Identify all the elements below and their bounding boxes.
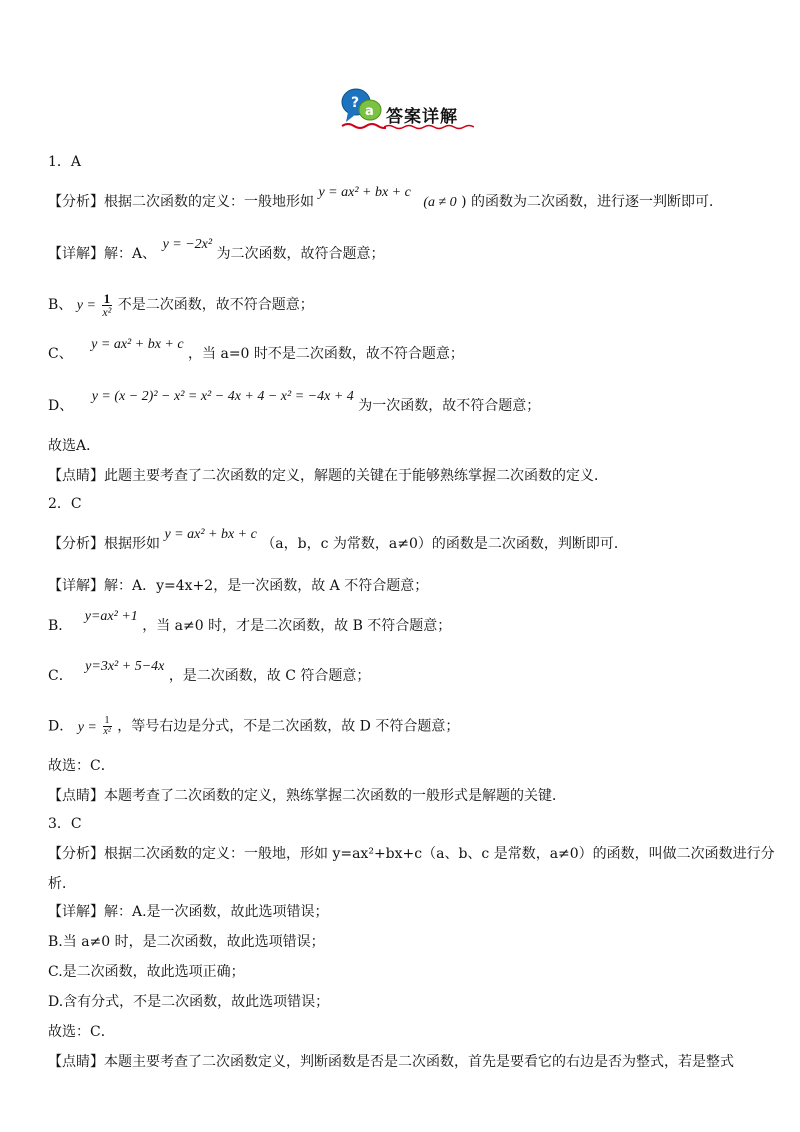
q3-detail-d: D.含有分式，不是二次函数，故此选项错误； <box>48 994 330 1010</box>
q1-detail-b-text: 不是二次函数，故不符合题意； <box>117 297 314 313</box>
q1-detail-a <box>48 237 760 265</box>
q1-detail-d-label: D、 <box>48 398 74 414</box>
q3-choice: 故选：C． <box>48 1024 115 1040</box>
q1-detail-a-formula: y = −2x² <box>162 237 213 252</box>
q1-detail-a-text: 为二次函数，故符合题意； <box>216 246 385 262</box>
answer-title-block <box>338 84 478 134</box>
q2-fraction-denominator: x² <box>103 726 111 737</box>
logo-letter: a <box>365 104 374 119</box>
q1-analysis-formula: y = ax² + bx + c <box>318 185 411 200</box>
q2-detail-c <box>48 659 760 687</box>
q1-detail-b-y: y = <box>76 298 96 313</box>
q3-detail-b: B.当 a≠0 时，是二次函数，故此选项错误； <box>48 934 325 950</box>
q1-detail-c-formula: y = ax² + bx + c <box>91 337 184 352</box>
q1-comment: 【点睛】此题主要考查了二次函数的定义，解题的关键在于能够熟练掌握二次函数的定义． <box>48 468 608 484</box>
answer-logo-icon <box>338 84 386 130</box>
q1-detail-b-fraction <box>100 292 113 318</box>
q1-detail-d-formula: y = (x − 2)² − x² = x² − 4x + 4 − x² = −4x + 4 <box>91 389 354 404</box>
q2-analysis-text: 【分析】根据形如 <box>48 536 160 552</box>
q1-detail-d-text: 为一次函数，故不符合题意； <box>358 398 541 414</box>
q2-analysis-tail: （a，b，c 为常数，a≠0）的函数是二次函数，判断即可． <box>261 536 628 552</box>
q2-detail-b <box>48 609 760 637</box>
q2-detail-d-y: y = <box>77 719 97 735</box>
q1-analysis-text: 【分析】根据二次函数的定义：一般地形如 <box>48 194 314 210</box>
q2-detail-c-formula: y=3x² + 5−4x <box>85 659 165 674</box>
q2-comment: 【点睛】本题考查了二次函数的定义，熟练掌握二次函数的一般形式是解题的关键． <box>48 788 566 804</box>
q2-detail-d <box>48 716 760 738</box>
q3-detail-a: 【详解】解：A.是一次函数，故此选项错误； <box>48 904 329 920</box>
q2-detail-d-fraction <box>101 716 112 737</box>
q1-detail-c-label: C、 <box>48 346 73 362</box>
q3-analysis-line2: 析． <box>48 876 76 892</box>
q1-detail-b <box>48 292 760 318</box>
q1-answer: 1．A <box>48 154 82 170</box>
q2-detail-b-text: ，当 a≠0 时，才是二次函数，故 B 不符合题意； <box>142 618 452 634</box>
q2-detail-c-label: C． <box>48 668 73 684</box>
q2-answer: 2．C <box>48 496 82 512</box>
q1-analysis-condition: (a ≠ 0 <box>423 195 457 210</box>
page-title: 答案详解 <box>386 107 458 127</box>
q2-detail-d-label: D． <box>48 718 74 735</box>
q2-detail-b-label: B． <box>48 618 73 634</box>
q2-choice: 故选：C． <box>48 758 115 774</box>
q3-detail-c: C.是二次函数，故此选项正确； <box>48 964 245 980</box>
q1-detail-d <box>48 389 760 417</box>
title-underline-wave <box>384 124 474 130</box>
q1-choice: 故选A． <box>48 438 101 454</box>
q1-fraction-numerator: 1 <box>103 291 111 306</box>
q2-detail-d-text: ，等号右边是分式，不是二次函数，故 D 不符合题意； <box>117 718 460 735</box>
q2-analysis-formula: y = ax² + bx + c <box>164 527 257 542</box>
q2-fraction-numerator: 1 <box>104 715 110 726</box>
q3-analysis-line1: 【分析】根据二次函数的定义：一般地，形如 y=ax²+bx+c（a、b、c 是常数，a≠0）的函数，叫做二次函数进行分 <box>48 846 775 862</box>
q3-comment: 【点睛】本题主要考查了二次函数定义，判断函数是否是二次函数，首先是要看它的右边是否为整式，若是整式 <box>48 1054 734 1070</box>
q1-analysis-tail: ) 的函数为二次函数，进行逐一判断即可． <box>461 194 724 210</box>
q1-detail-c <box>48 337 760 365</box>
q1-detail-a-label: 【详解】解：A、 <box>48 246 157 262</box>
q2-analysis <box>48 527 760 555</box>
logo-question-mark: ? <box>351 95 360 111</box>
q2-detail-a: 【详解】解：A．y=4x+2，是一次函数，故 A 不符合题意； <box>48 578 429 594</box>
q1-detail-b-label: B、 <box>48 297 73 313</box>
q1-fraction-denominator: x² <box>102 305 112 319</box>
q1-detail-c-text: ，当 a=0 时不是二次函数，故不符合题意； <box>188 346 464 362</box>
q1-analysis <box>48 185 760 213</box>
q3-answer: 3．C <box>48 816 82 832</box>
q2-detail-b-formula: y=ax² +1 <box>84 609 138 624</box>
q2-detail-c-text: ，是二次函数，故 C 符合题意； <box>168 668 371 684</box>
